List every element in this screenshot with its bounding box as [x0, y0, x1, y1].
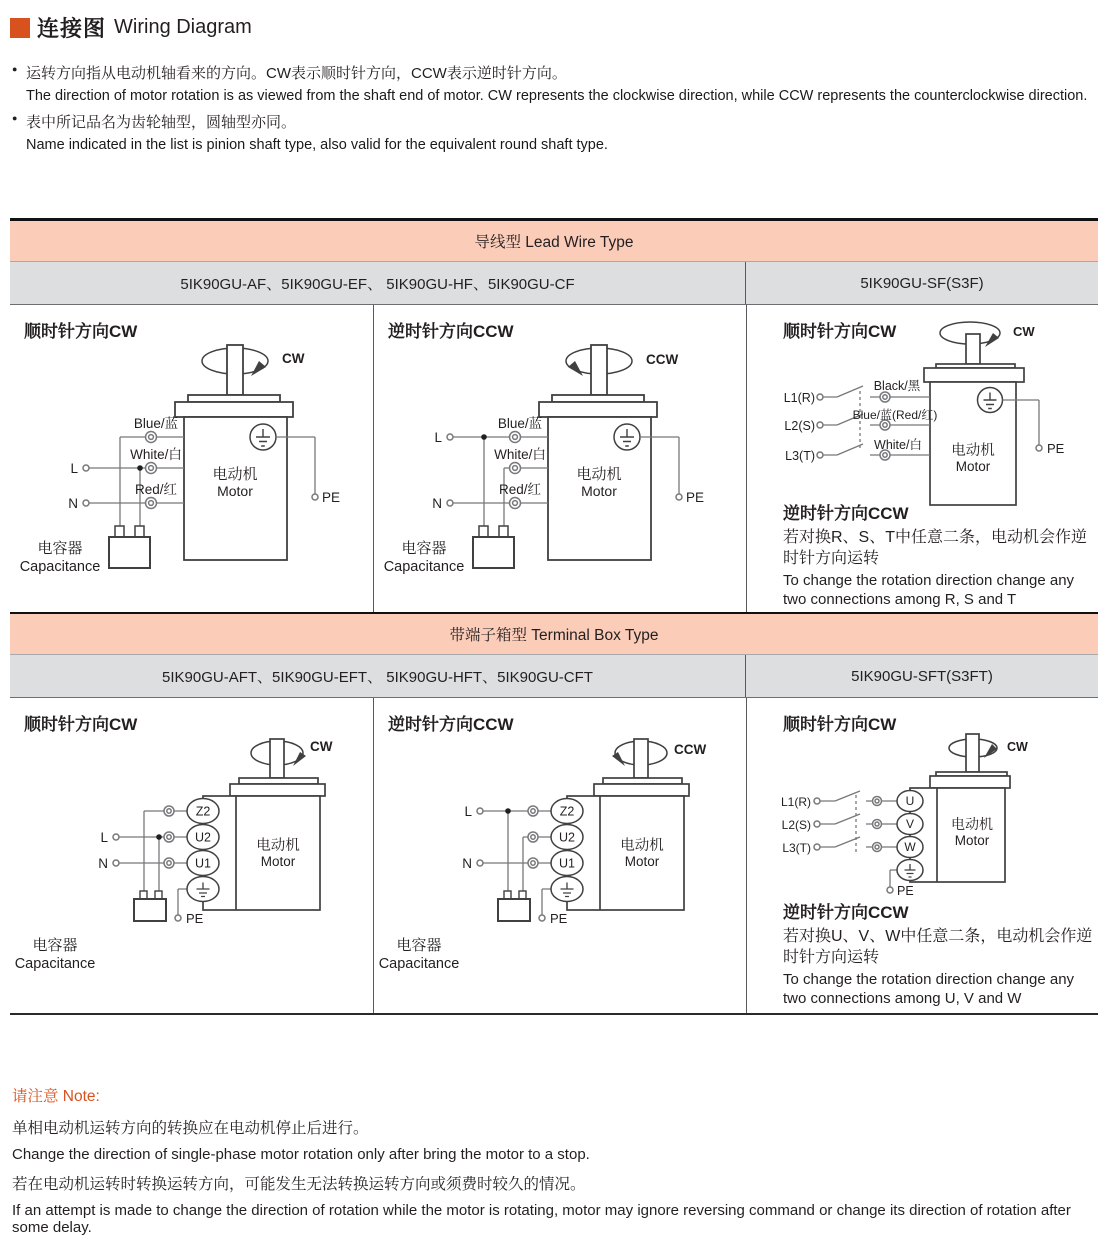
section-band-lead-wire: 导线型 Lead Wire Type — [10, 221, 1098, 262]
terminal-label-l: L — [464, 804, 472, 819]
rotation-label-cw: CW — [282, 351, 305, 366]
terminal-label-l2: L2(S) — [784, 419, 815, 433]
ccw-note-en: To change the rotation direction change any two connections among U, V and W — [783, 971, 1075, 1008]
diagram-title: 逆时针方向CCW — [388, 322, 514, 341]
terminal-label-u2: U2 — [559, 830, 575, 845]
diagram-row-terminal-box — [10, 698, 1098, 1013]
rotation-label-ccw: CCW — [674, 742, 707, 757]
terminal-cw-schematic — [10, 698, 373, 1013]
terminal-label-u2: U2 — [195, 830, 211, 845]
terminal-label-pe: PE — [186, 911, 204, 926]
diagram-title: 逆时针方向CCW — [388, 715, 514, 734]
motor-label-cn: 电动机 — [256, 838, 300, 854]
wire-label-white: White/白 — [874, 438, 922, 452]
terminal-label-l1: L1(R) — [780, 795, 811, 809]
diagram-lead-ccw — [374, 305, 747, 612]
motor-label-en: Motor — [581, 483, 617, 499]
page-header — [10, 12, 252, 43]
motor-label-cn: 电动机 — [951, 443, 995, 459]
wire-label-white: White/白 — [130, 447, 182, 462]
terminal-label-pe: PE — [686, 490, 705, 505]
rotation-label-ccw: CCW — [646, 352, 679, 367]
diagram-title: 顺时针方向CW — [783, 715, 897, 734]
motor-label-cn: 电动机 — [212, 466, 258, 483]
diagram-title: 顺时针方向CW — [783, 322, 897, 341]
ccw-note-cn: 若对换U、V、W中任意二条，电动机会作逆时针方向运转 — [783, 928, 1093, 967]
ccw-title: 逆时针方向CCW — [783, 903, 909, 922]
lead-cw-schematic — [10, 305, 373, 612]
diagram-terminal-sft — [747, 698, 1098, 1013]
terminal-label-u1: U1 — [195, 856, 211, 871]
terminal-label-u1: U1 — [559, 856, 575, 871]
model-row-lead-wire — [10, 262, 1098, 305]
intro-bullet-1-cn: ● 运转方向指从电动机轴看来的方向。CW表示顺时针方向，CCW表示逆时针方向。 — [14, 62, 1094, 83]
motor-label-cn: 电动机 — [576, 466, 622, 483]
terminal-label-l3: L3(T) — [782, 841, 811, 855]
motor-label-en: Motor — [260, 854, 296, 869]
wire-terminals — [814, 797, 893, 894]
junction-dot — [481, 434, 487, 440]
motor-label-en: Motor — [217, 483, 253, 499]
motor-label-en: Motor — [624, 854, 660, 869]
intro-bullet-2-cn: ● 表中所记品名为齿轮轴型，圆轴型亦同。 — [14, 111, 1094, 132]
capacitor-symbol — [498, 891, 530, 921]
junction-dot — [505, 808, 511, 814]
orange-square-marker — [10, 18, 30, 38]
junction-dot — [137, 465, 143, 471]
terminal-label-n: N — [432, 496, 442, 511]
motor-label-cn: 电动机 — [951, 816, 993, 832]
junction-dot — [156, 834, 162, 840]
diagram-terminal-cw — [10, 698, 374, 1013]
wire-label-blue-red: Blue/蓝(Red/红) — [852, 408, 938, 422]
terminal-ccw-schematic — [374, 698, 746, 1013]
diagram-title: 顺时针方向CW — [24, 322, 138, 341]
terminal-label-pe: PE — [550, 911, 568, 926]
terminal-label-l1: L1(R) — [783, 391, 815, 405]
terminal-label-l: L — [70, 461, 78, 476]
model-row-terminal-box — [10, 655, 1098, 698]
wire-label-blue: Blue/蓝 — [133, 416, 179, 431]
note-line-cn-2: 若在电动机运转时转换运转方向，可能发生无法转换运转方向或须费时较久的情况。 — [12, 1176, 586, 1193]
wiring-lines — [820, 791, 897, 887]
diagram-terminal-ccw — [374, 698, 747, 1013]
terminal-label-v: V — [905, 817, 915, 831]
terminal-label-z2: Z2 — [195, 804, 211, 819]
capacitor-label-cn: 电容器 — [32, 937, 78, 954]
note-line-en-2: If an attempt is made to change the direction of rotation while the motor is rotating, motor may ignore reversing command or change its direction of rotation after some delay. — [12, 1202, 1071, 1236]
diagram-title: 顺时针方向CW — [24, 715, 138, 734]
bottom-note — [12, 1084, 1108, 1245]
page-title-en: Wiring Diagram — [114, 16, 252, 38]
capacitor-label-cn: 电容器 — [37, 540, 83, 557]
wiring-table — [10, 218, 1098, 1015]
ccw-instructions — [783, 499, 1093, 610]
lead-ccw-schematic — [374, 305, 746, 612]
terminal-label-pe: PE — [1047, 441, 1065, 456]
section-band-terminal-box: 带端子箱型 Terminal Box Type — [10, 614, 1098, 655]
capacitor-symbol — [473, 526, 514, 568]
motor-label-cn: 电动机 — [620, 838, 664, 854]
terminal-label-z2: Z2 — [559, 804, 575, 819]
intro-bullet-1-en: The direction of motor rotation is as viewed from the shaft end of motor. CW represents the clockwise direction, while CCW represents the counterclockwise direction. — [26, 88, 1088, 104]
capacitor-symbol — [109, 526, 150, 568]
capacitor-label-en: Capacitance — [383, 559, 465, 575]
terminal-label-l: L — [434, 430, 442, 445]
page-title-cn: 连接图 — [37, 16, 107, 41]
terminal-label-l: L — [100, 830, 108, 845]
motor-outline — [203, 739, 325, 910]
terminal-label-pe: PE — [322, 490, 341, 505]
note-line-en-1: Change the direction of single-phase motor rotation only after bring the motor to a stop. — [12, 1146, 590, 1163]
capacitor-label-en: Capacitance — [19, 559, 101, 575]
ground-symbol — [978, 388, 1003, 413]
model-names-lead-left: 5IK90GU-AF、5IK90GU-EF、 5IK90GU-HF、5IK90GU-CF — [10, 262, 746, 304]
diagram-row-lead-wire — [10, 305, 1098, 612]
wire-label-white: White/白 — [494, 447, 546, 462]
ccw-instructions — [783, 898, 1093, 1009]
wire-label-red: Red/红 — [134, 482, 178, 497]
wire-label-black: Black/黑 — [873, 379, 921, 393]
terminal-label-n: N — [462, 856, 472, 871]
intro-notes — [14, 62, 1094, 160]
rotation-label-cw: CW — [1013, 324, 1035, 339]
note-line-cn-1: 单相电动机运转方向的转换应在电动机停止后进行。 — [12, 1120, 369, 1137]
motor-outline — [539, 345, 657, 560]
motor-label-en: Motor — [954, 833, 990, 848]
ccw-note-cn: 若对换R、S、T中任意二条，电动机会作逆时针方向运转 — [783, 529, 1088, 568]
wire-label-red: Red/红 — [498, 482, 542, 497]
diagram-lead-sf — [747, 305, 1098, 612]
diagram-lead-cw — [10, 305, 374, 612]
intro-bullet-2-en: Name indicated in the list is pinion shaft type, also valid for the equivalent round shaft type. — [26, 137, 608, 153]
capacitor-label-en: Capacitance — [378, 956, 460, 972]
table-bottom-border — [10, 1013, 1098, 1015]
model-names-terminal-left: 5IK90GU-AFT、5IK90GU-EFT、 5IK90GU-HFT、5IK90GU-CFT — [10, 655, 746, 697]
rotation-label-cw: CW — [1007, 740, 1028, 754]
note-title: 请注意 Note: — [12, 1088, 100, 1105]
terminal-label-u: U — [905, 794, 915, 808]
capacitor-label-en: Capacitance — [14, 956, 96, 972]
ccw-title: 逆时针方向CCW — [783, 504, 909, 523]
motor-outline — [175, 345, 293, 560]
capacitor-symbol — [134, 891, 166, 921]
wire-label-blue: Blue/蓝 — [497, 416, 543, 431]
ground-symbol — [250, 424, 276, 450]
terminal-label-n: N — [68, 496, 78, 511]
ccw-note-en: To change the rotation direction change any two connections among R, S and T — [783, 572, 1075, 609]
capacitor-label-cn: 电容器 — [396, 937, 442, 954]
terminal-label-l2: L2(S) — [781, 818, 811, 832]
capacitor-label-cn: 电容器 — [401, 540, 447, 557]
model-names-lead-right: 5IK90GU-SF(S3F) — [860, 274, 984, 292]
terminal-label-w: W — [904, 840, 916, 854]
terminal-label-l3: L3(T) — [785, 449, 815, 463]
motor-label-en: Motor — [955, 459, 991, 474]
rotation-label-cw: CW — [310, 739, 333, 754]
motor-outline — [924, 334, 1024, 505]
motor-outline — [567, 739, 689, 910]
ground-symbol — [614, 424, 640, 450]
model-names-terminal-right: 5IK90GU-SFT(S3FT) — [851, 667, 993, 685]
terminal-label-pe: PE — [897, 884, 914, 898]
terminal-label-n: N — [98, 856, 108, 871]
